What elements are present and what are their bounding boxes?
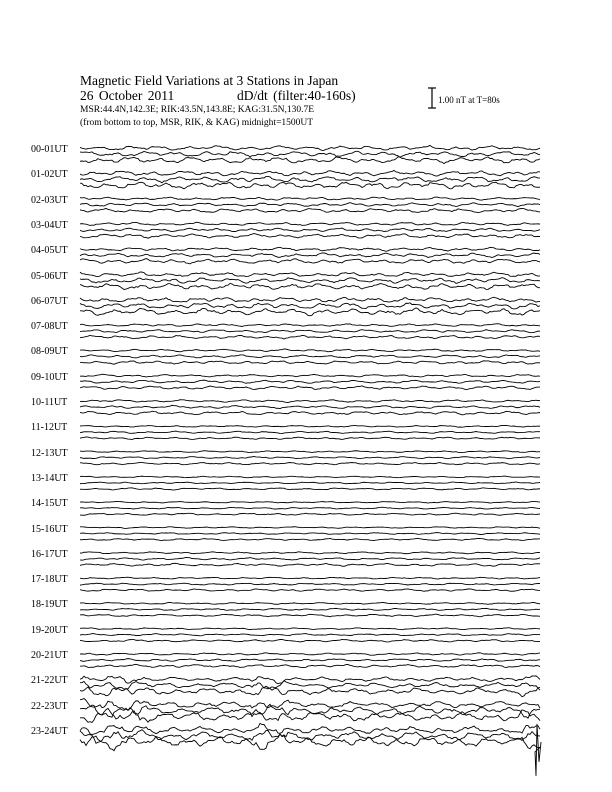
- component-label: dD/dt (filter:40-160s): [236, 88, 356, 103]
- hour-label: 14-15UT: [31, 498, 68, 510]
- hour-label: 04-05UT: [31, 245, 68, 257]
- hour-label: 03-04UT: [31, 219, 68, 231]
- trace-msr: [80, 437, 540, 440]
- hour-label: 19-20UT: [31, 624, 68, 636]
- trace-msr: [80, 411, 540, 415]
- trace-rik: [80, 228, 540, 232]
- station-order-note: (from bottom to top, MSR, RIK, & KAG) midnight=1500UT: [80, 118, 314, 128]
- trace-kag: [80, 723, 540, 734]
- hour-label: 23-24UT: [31, 725, 68, 737]
- trace-rik: [80, 507, 540, 509]
- trace-msr: [80, 614, 540, 617]
- hour-label: 07-08UT: [31, 321, 68, 333]
- trace-rik: [80, 253, 540, 258]
- trace-kag: [80, 349, 540, 352]
- trace-rik: [80, 380, 540, 383]
- trace-msr: [80, 639, 540, 642]
- trace-rik: [80, 583, 540, 585]
- hour-label: 00-01UT: [31, 144, 68, 155]
- hour-label: 15-16UT: [31, 523, 68, 535]
- hour-label: 10-11UT: [31, 397, 68, 408]
- trace-kag: [80, 676, 540, 684]
- hour-label: 13-14UT: [31, 472, 68, 484]
- trace-msr: [80, 308, 540, 316]
- trace-rik: [80, 659, 540, 662]
- trace-msr: [80, 233, 540, 238]
- trace-kag: [80, 145, 540, 150]
- trace-group: [80, 145, 541, 775]
- hour-label: 17-18UT: [31, 574, 68, 586]
- station-coordinates: MSR:44.4N,142.3E; RIK:43.5N,143.8E; KAG:31.5N,130.7E: [80, 105, 315, 115]
- hour-label: 11-12UT: [31, 422, 68, 434]
- trace-msr: [80, 488, 540, 490]
- trace-kag: [80, 324, 540, 327]
- trace-rik: [80, 608, 540, 610]
- trace-rik: [80, 482, 540, 484]
- trace-rik: [80, 431, 540, 433]
- trace-msr: [80, 686, 540, 696]
- trace-rik: [80, 278, 540, 284]
- trace-msr: [80, 513, 540, 515]
- trace-kag: [80, 602, 540, 604]
- trace-kag: [80, 552, 540, 554]
- trace-rik: [80, 634, 540, 636]
- trace-kag: [80, 451, 540, 453]
- hour-label: 12-13UT: [31, 447, 68, 459]
- trace-msr: [80, 208, 540, 212]
- trace-rik: [80, 355, 540, 358]
- hour-label: 20-21UT: [31, 650, 68, 661]
- hour-label: 09-10UT: [31, 371, 68, 383]
- hour-label: 01-02UT: [31, 169, 68, 181]
- trace-rik: [80, 151, 540, 157]
- trace-rik: [80, 558, 540, 561]
- hour-label: 08-09UT: [31, 346, 68, 358]
- trace-msr: [80, 283, 540, 289]
- trace-kag: [80, 247, 540, 251]
- trace-kag: [80, 297, 540, 302]
- trace-kag: [80, 222, 540, 225]
- hour-label: 05-06UT: [31, 270, 68, 282]
- trace-kag: [80, 527, 540, 529]
- trace-rik: [80, 203, 540, 207]
- trace-msr: [80, 538, 540, 540]
- trace-rik: [80, 704, 540, 718]
- trace-kag: [80, 272, 540, 277]
- trace-kag: [80, 425, 540, 427]
- hour-label: 06-07UT: [31, 295, 68, 307]
- trace-kag: [80, 170, 540, 176]
- trace-kag: [80, 400, 540, 403]
- trace-kag: [80, 577, 540, 579]
- trace-kag: [80, 653, 540, 655]
- scale-bar: [428, 88, 436, 108]
- hour-label: 16-17UT: [31, 548, 68, 560]
- trace-kag: [80, 501, 540, 503]
- hour-label: 02-03UT: [31, 194, 68, 206]
- trace-rik: [80, 303, 540, 309]
- trace-kag: [80, 197, 540, 200]
- trace-kag: [80, 476, 540, 478]
- hour-label: 22-23UT: [31, 700, 68, 712]
- trace-rik: [80, 405, 540, 408]
- trace-msr: [80, 664, 540, 667]
- trace-kag: [80, 374, 540, 377]
- trace-msr: [80, 462, 540, 464]
- trace-msr: [80, 386, 540, 390]
- trace-rik: [80, 533, 540, 535]
- trace-msr: [80, 182, 540, 189]
- trace-rik: [80, 456, 540, 458]
- trace-msr: [80, 335, 540, 339]
- trace-kag: [80, 628, 540, 630]
- trace-msr: [80, 589, 540, 591]
- trace-msr: [80, 157, 540, 164]
- trace-rik: [80, 330, 540, 333]
- scale-bar-label: 1.00 nT at T=80s: [438, 95, 500, 105]
- trace-msr: [80, 259, 540, 264]
- date-label: 26 October 2011: [80, 88, 175, 103]
- chart-title: Magnetic Field Variations at 3 Stations in Japan: [80, 73, 339, 88]
- trace-msr: [80, 361, 540, 364]
- trace-rik: [80, 176, 540, 182]
- hour-label: 18-19UT: [31, 599, 68, 611]
- trace-kag: [80, 698, 540, 709]
- trace-msr: [80, 563, 540, 566]
- hour-label: 21-22UT: [31, 675, 68, 687]
